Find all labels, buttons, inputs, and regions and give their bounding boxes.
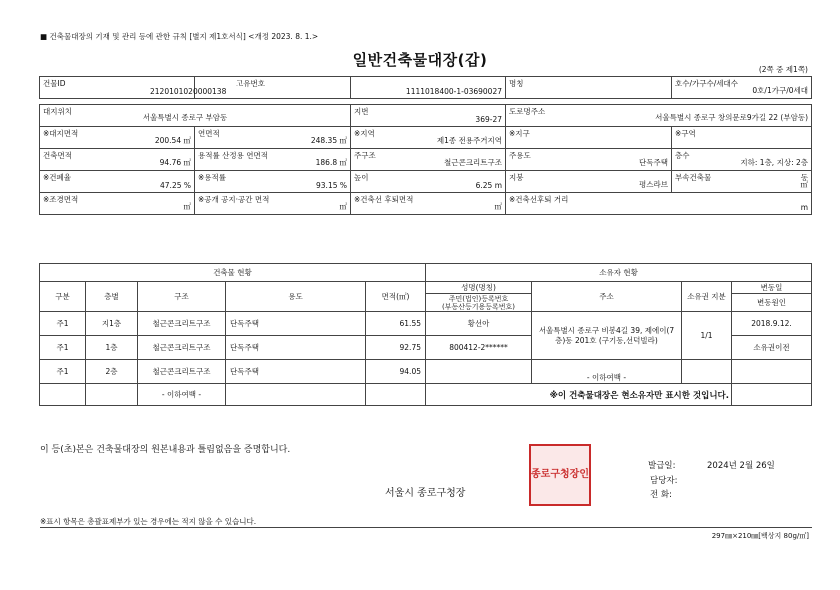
- row1-floor: 지1층: [86, 312, 138, 336]
- form-header-note: ■ 건축물대장의 기재 및 관리 등에 관한 규칙 [별지 제1호서식] <개정 2023. 8. 1.>: [40, 32, 319, 41]
- height-value: 6.25 m: [475, 181, 502, 190]
- status-owner-table: [39, 263, 812, 406]
- header-use: 용도: [226, 282, 366, 312]
- units-label: 호수/가구수/세대수: [675, 79, 739, 88]
- annex-label: 부속건축물: [675, 173, 712, 182]
- area-zone-cell: [672, 127, 812, 149]
- landscape-label: ※조경면적: [43, 195, 79, 204]
- header-change-reason: 변동원인: [732, 294, 812, 312]
- header-kind: 구분: [40, 282, 86, 312]
- total-floor-cell: [195, 127, 351, 149]
- owner-share: 1/1: [682, 312, 732, 360]
- status-end-note: - 이하여백 -: [138, 384, 226, 406]
- owner-end-note: - 이하여백 -: [532, 360, 682, 384]
- paper-spec: 297㎜×210㎜[백상지 80g/㎡]: [711, 532, 809, 540]
- road-address-value: 서울특별시 종로구 창의문로9가길 22 (부암동): [655, 113, 808, 122]
- district-cell: [506, 127, 672, 149]
- building-area-cell: [40, 149, 195, 171]
- row2-structure: 철근콘크리트구조: [138, 336, 226, 360]
- issue-date-value: 2024년 2월 26일: [707, 461, 775, 471]
- row2-floor: 1층: [86, 336, 138, 360]
- structure-value: 철근콘크리트구조: [444, 158, 502, 167]
- setback-area-label: ※건축선 후퇴면적: [354, 195, 414, 204]
- header-address: 주소: [532, 282, 682, 312]
- main-use-value: 단독주택: [639, 158, 668, 167]
- unique-number-label: 고유번호: [236, 79, 265, 88]
- building-info-table: [39, 76, 812, 215]
- issuer-name: 서울시 종로구청장: [385, 488, 466, 499]
- owner-section-header: 소유자 현황: [426, 264, 812, 282]
- header-structure: 구조: [138, 282, 226, 312]
- location-value: 서울특별시 종로구 부암동: [142, 113, 228, 122]
- row2-kind: 주1: [40, 336, 86, 360]
- header-floor: 층별: [86, 282, 138, 312]
- owner-change-reason: 소유권이전: [732, 336, 812, 360]
- lot-label: 지번: [354, 107, 369, 116]
- row1-use: 단독주택: [226, 312, 366, 336]
- row3-kind: 주1: [40, 360, 86, 384]
- site-area-cell: [40, 127, 195, 149]
- issue-date-label: 발급일:: [648, 461, 676, 471]
- certification-text: 이 등(초)본은 건축물대장의 원본내용과 틀림없음을 증명합니다.: [40, 445, 291, 455]
- main-use-cell: [506, 149, 672, 171]
- zone-value: 제1종 전용주거지역: [436, 136, 502, 145]
- district-label: ※지구: [509, 129, 530, 138]
- zone-cell: [351, 127, 506, 149]
- status-empty-use: [226, 384, 366, 406]
- page-info: (2쪽 중 제1쪽): [758, 65, 808, 74]
- owner-address: 서울특별시 종로구 비봉4길 39, 제에이(7층)동 201호 (구기동,선덕빌라): [532, 312, 682, 360]
- roof-label: 지붕: [509, 173, 524, 182]
- landscape-cell: [40, 193, 195, 215]
- bcr-label: ※건폐율: [43, 173, 72, 182]
- road-address-label: 도로명주소: [509, 107, 546, 116]
- footer-divider: [40, 527, 812, 528]
- row3-floor: 2층: [86, 360, 138, 384]
- far-floor-value: 186.8 ㎡: [315, 158, 347, 167]
- owner-empty-change: [732, 360, 812, 384]
- row3-use: 단독주택: [226, 360, 366, 384]
- location-cell: [40, 105, 351, 127]
- total-floor-value: 248.35 ㎡: [310, 136, 347, 145]
- setback-distance-label: ※건축선후퇴 거리: [509, 195, 569, 204]
- header-area: 면적(㎡): [366, 282, 426, 312]
- setback-distance-value: m: [800, 203, 808, 212]
- row2-use: 단독주택: [226, 336, 366, 360]
- name-label: 명칭: [509, 79, 524, 88]
- document-title: 일반건축물대장(갑): [352, 51, 488, 69]
- phone-label: 전 화:: [650, 490, 672, 500]
- annex-area-value: ㎡: [800, 180, 808, 189]
- road-address-cell: [506, 105, 812, 127]
- owner-id-number: 800412-2******: [426, 336, 532, 360]
- annex-cell: [672, 171, 812, 193]
- bcr-value: 47.25 %: [160, 181, 191, 190]
- site-area-label: ※대지면적: [43, 129, 79, 138]
- far-cell: [195, 171, 351, 193]
- header-share: 소유권 지분: [682, 282, 732, 312]
- official-seal-text: 종로구청장인: [531, 468, 589, 480]
- floors-label: 층수: [675, 151, 690, 160]
- bcr-cell: [40, 171, 195, 193]
- floors-cell: [672, 149, 812, 171]
- far-floor-cell: [195, 149, 351, 171]
- lot-cell: [351, 105, 506, 127]
- status-empty-area: [366, 384, 426, 406]
- far-label: ※용적률: [198, 173, 227, 182]
- building-area-label: 건축면적: [43, 151, 72, 160]
- owner-notice-empty: [732, 384, 812, 406]
- header-owner-name: 성명(명칭): [426, 282, 532, 294]
- height-label: 높이: [354, 173, 369, 182]
- location-label: 대지위치: [43, 107, 72, 116]
- owner-empty-cell: [426, 360, 532, 384]
- building-id-label: 건물ID: [43, 79, 66, 88]
- unique-number-value: 1111018400-1-03690027: [405, 87, 502, 96]
- height-cell: [351, 171, 506, 193]
- structure-cell: [351, 149, 506, 171]
- footer-note: ※표시 항목은 총괄표제부가 있는 경우에는 적지 않을 수 있습니다.: [40, 517, 257, 526]
- row1-structure: 철근콘크리트구조: [138, 312, 226, 336]
- units-cell: [672, 77, 812, 99]
- building-area-value: 94.76 ㎡: [159, 158, 191, 167]
- annex-count-value: 동: [800, 173, 808, 182]
- building-id-value-cell: [150, 77, 351, 99]
- row1-area: 61.55: [366, 312, 426, 336]
- lot-value: 369-27: [475, 115, 502, 124]
- total-floor-label: 연면적: [198, 129, 220, 138]
- setback-area-cell: [351, 193, 506, 215]
- owner-change-date: 2018.9.12.: [732, 312, 812, 336]
- far-value: 93.15 %: [316, 181, 347, 190]
- status-section-header: 건축물 현황: [40, 264, 426, 282]
- public-space-label: ※공개 공지·공간 면적: [198, 195, 270, 204]
- units-value: 0호/1가구/0세대: [752, 86, 808, 95]
- far-floor-label: 용적률 산정용 연면적: [198, 151, 268, 160]
- public-space-cell: [195, 193, 351, 215]
- status-empty-floor: [86, 384, 138, 406]
- header-change-date: 변동일: [732, 282, 812, 294]
- landscape-value: ㎡: [183, 202, 191, 211]
- setback-distance-cell: [506, 193, 812, 215]
- roof-cell: [506, 171, 672, 193]
- public-space-value: ㎡: [339, 202, 347, 211]
- roof-value: 평스라브: [639, 180, 668, 189]
- unique-number-cell: [236, 77, 506, 99]
- building-id-value: 2120101020000138: [150, 87, 227, 96]
- main-use-label: 주용도: [509, 151, 531, 160]
- official-seal: [529, 444, 591, 506]
- person-in-charge-label: 담당자:: [650, 476, 678, 486]
- row1-kind: 주1: [40, 312, 86, 336]
- header-owner-id: 주민(법인)등록번호 (부동산등기용등록번호): [426, 294, 532, 312]
- setback-area-value: ㎡: [494, 202, 502, 211]
- zone-label: ※지역: [354, 129, 375, 138]
- site-area-value: 200.54 ㎡: [154, 136, 191, 145]
- status-empty-kind: [40, 384, 86, 406]
- owner-empty-share: [682, 360, 732, 384]
- owner-name: 황선아: [426, 312, 532, 336]
- owner-notice: ※이 건축물대장은 현소유자만 표시한 것입니다.: [426, 384, 732, 406]
- row2-area: 92.75: [366, 336, 426, 360]
- area-zone-label: ※구역: [675, 129, 696, 138]
- name-cell: [506, 77, 672, 99]
- structure-label: 주구조: [354, 151, 376, 160]
- row3-structure: 철근콘크리트구조: [138, 360, 226, 384]
- floors-value: 지하: 1층, 지상: 2층: [740, 158, 808, 167]
- row3-area: 94.05: [366, 360, 426, 384]
